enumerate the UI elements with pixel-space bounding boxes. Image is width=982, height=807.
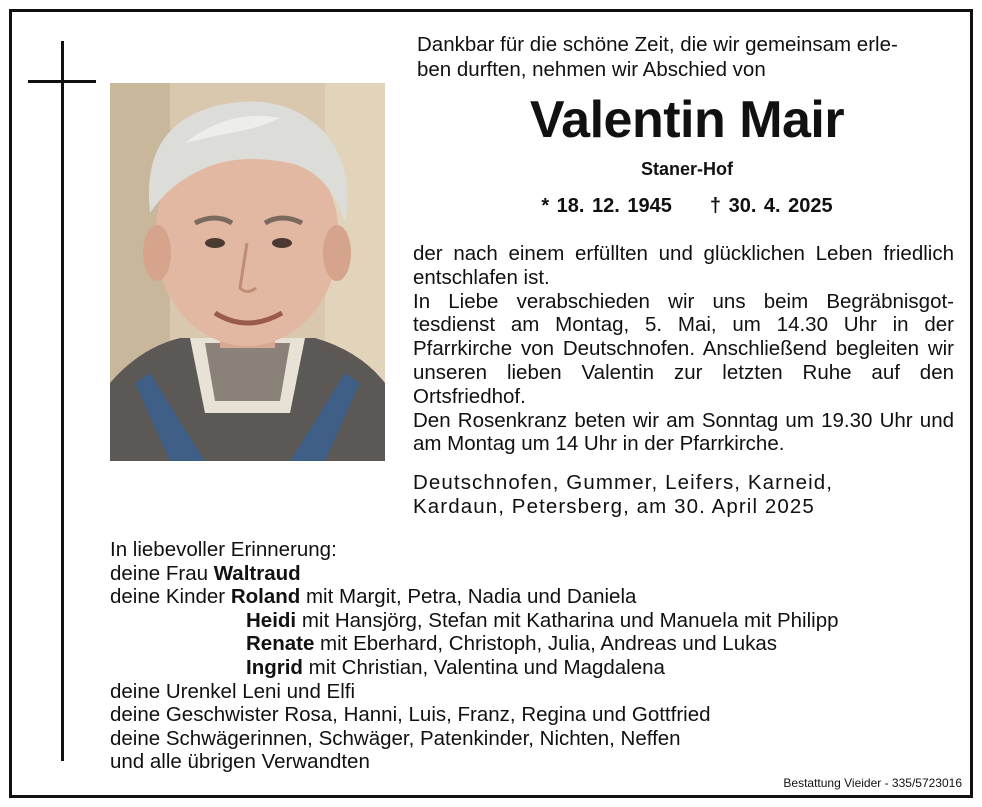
mourners-heading: In liebevoller Erinnerung: [110,538,337,561]
wife-name: Waltraud [213,561,301,585]
child-name: Ingrid [246,655,303,679]
child-family: mit Eberhard, Christoph, Julia, Andreas und Lukas [314,632,778,656]
place-date [413,471,954,519]
body-paragraph-3: Den Rosenkranz beten wir am Sonntag um 19.30 Uhr und am Montag um 14 Uhr in der Pfarrkirche. [413,408,954,456]
intro-line-1: Dankbar für die schöne Zeit, die wir gemeinsam erle- [417,33,898,56]
mourner-child [110,656,960,680]
death-date: † 30. 4. 2025 [709,195,833,217]
funeral-home-credit: Bestattung Vieider - 335/5723016 [783,776,962,790]
intro-line-2: ben durften, nehmen wir Abschied von [417,58,766,81]
mourner-child [110,632,960,656]
mourner-siblings: deine Geschwister Rosa, Hanni, Luis, Franz, Regina und Gottfried [110,703,711,727]
children-prefix: deine Kinder [110,585,231,609]
portrait-photo [110,83,385,461]
cross-horizontal-bar [28,80,96,83]
place-line-1: Deutschnofen, Gummer, Leifers, Karneid, [413,471,834,494]
mourner-child [110,609,960,633]
child-family: mit Margit, Petra, Nadia und Daniela [300,585,637,609]
intro-text [417,32,957,82]
body-paragraph-2: In Liebe verabschieden wir uns beim Begräbnisgottesdienst am Montag, 5. Mai, um 14.30 Uhr in der Pfarrkirche von Deutschnofen. Anschließend begleiten wir unseren lieben Valentin zur letzten Ruhe auf den Ortsfriedhof. [413,289,954,408]
mourner-great-grandchildren: deine Urenkel Leni und Elfi [110,679,356,703]
mourner-wife [110,562,960,586]
deceased-name: Valentin Mair [529,91,845,149]
child-family: mit Christian, Valentina und Magdalena [302,655,665,679]
mourner-child [110,585,960,609]
place-line-2: Kardaun, Petersberg, am 30. April 2025 [413,495,815,518]
child-name: Heidi [246,608,297,632]
mourners-list [110,538,960,774]
life-dates [417,195,957,218]
child-name: Roland [230,585,301,609]
farm-name: Staner-Hof [640,159,733,179]
child-name: Renate [246,632,315,656]
cross-vertical-bar [61,41,64,761]
mourner-in-laws: deine Schwägerinnen, Schwäger, Patenkinder, Nichten, Neffen [110,726,681,750]
wife-prefix: deine Frau [110,561,214,585]
body-paragraph-1: der nach einem erfüllten und glücklichen Leben friedlich entschlafen ist. [413,242,954,289]
announcement-body [413,242,954,456]
child-family: mit Hansjörg, Stefan mit Katharina und Manuela mit Philipp [296,608,839,632]
birth-date: * 18. 12. 1945 [541,195,672,217]
mourner-relatives: und alle übrigen Verwandten [110,750,370,774]
